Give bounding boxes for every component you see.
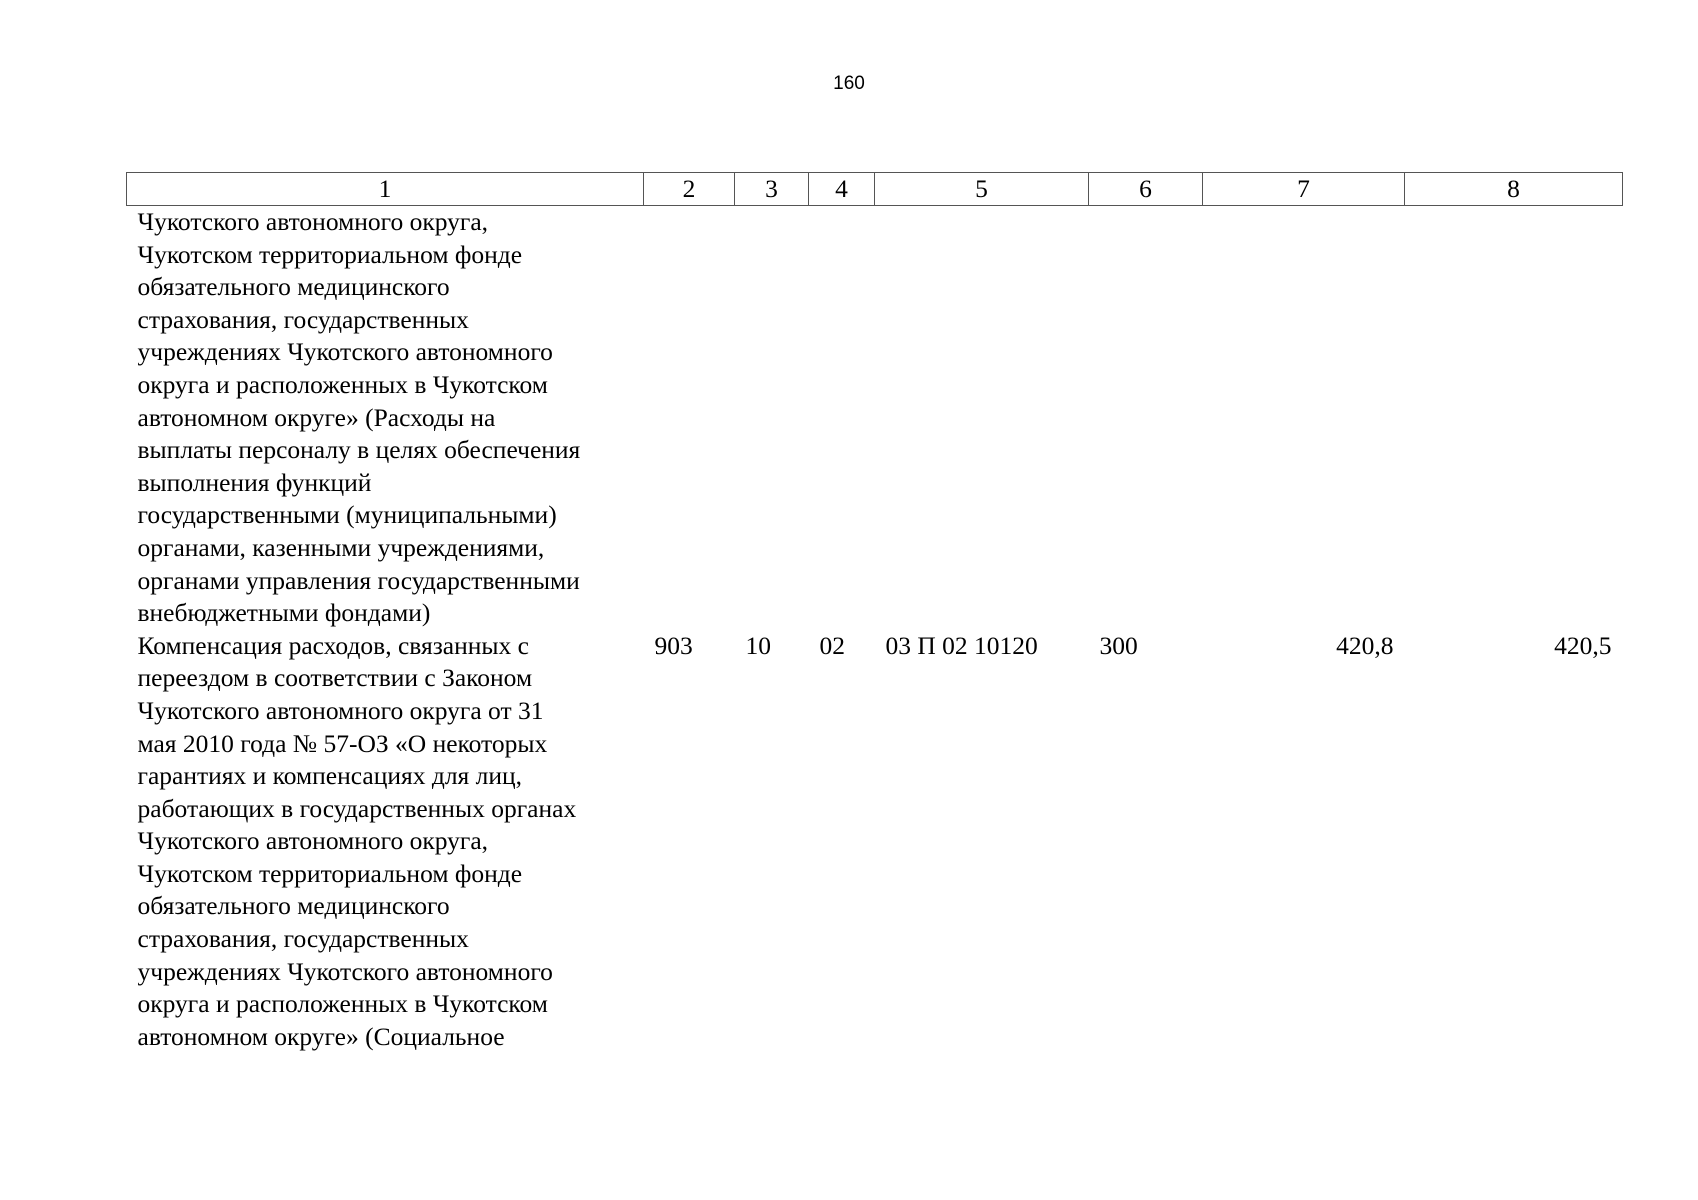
row-col-5	[875, 206, 1089, 630]
row-col-2: 903	[654, 630, 693, 660]
row-col-3	[735, 206, 809, 630]
column-header-4: 4	[809, 173, 875, 206]
row-col-6	[1089, 206, 1203, 630]
row-col-7: 420,8	[1336, 630, 1394, 660]
row-col-8	[1405, 206, 1623, 630]
table-row	[127, 630, 1623, 1054]
table-row	[127, 206, 1623, 630]
row-col-8: 420,5	[1554, 630, 1612, 660]
column-header-8: 8	[1405, 173, 1623, 206]
row-col-7	[1203, 206, 1405, 630]
row-col-5: 03 П 02 10120	[885, 630, 1038, 660]
page-number: 160	[833, 73, 865, 94]
column-number-row	[127, 173, 1623, 206]
column-header-6: 6	[1089, 173, 1203, 206]
table-header	[127, 173, 1623, 206]
column-header-2: 2	[644, 173, 735, 206]
row-col-3: 10	[745, 630, 771, 660]
row-col-4: 02	[819, 630, 845, 660]
budget-table	[126, 172, 1623, 1053]
row-description: Чукотского автономного округа, Чукотском территориальном фонде обязательного медицинского страхования, государственных учреждениях Чукотского автономного округа и расположенных в Чукотском автономном округе» (Расходы на выплаты персоналу в целях обеспечения выполнения функций государственными (муниципальными) органами, казенными учреждениями, органами управления государственными внебюджетными фондами)	[137, 207, 581, 628]
column-header-1: 1	[127, 173, 644, 206]
column-header-5: 5	[875, 173, 1089, 206]
column-header-7: 7	[1203, 173, 1405, 206]
row-description: Компенсация расходов, связанных с переездом в соответствии с Законом Чукотского автономного округа от 31 мая 2010 года № 57-ОЗ «О некоторых гарантиях и компенсациях для лиц, работающих в государственных органах Чукотского автономного округа, Чукотском территориальном фонде обязательного медицинского страхования, государственных учреждениях Чукотского автономного округа и расположенных в Чукотском автономном округе» (Социальное	[137, 630, 577, 1051]
row-col-4	[809, 206, 875, 630]
row-col-6: 300	[1099, 630, 1138, 660]
row-col-2	[644, 206, 735, 630]
column-header-3: 3	[735, 173, 809, 206]
